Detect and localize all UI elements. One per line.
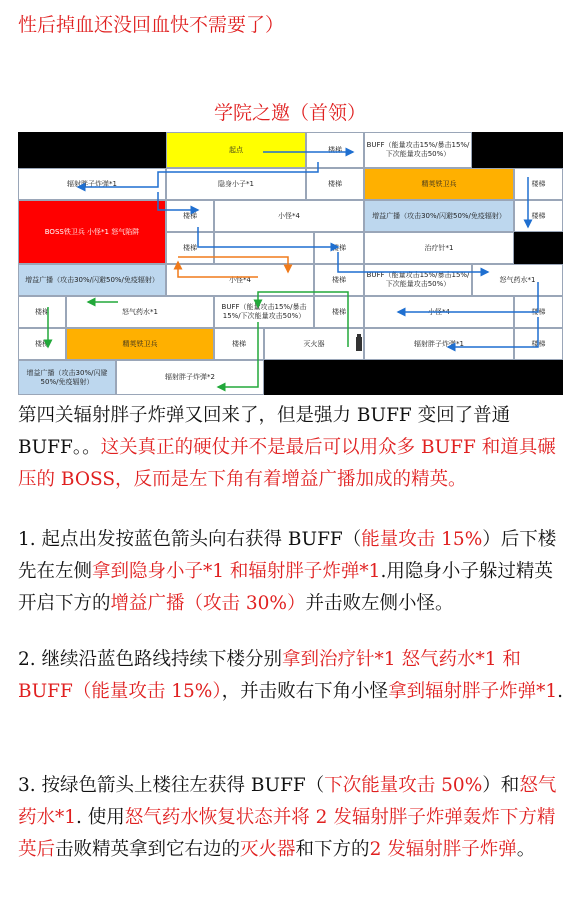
map-stairs: 楼梯 (314, 264, 364, 296)
para3-text: ，并击败右下角小怪 (221, 681, 389, 702)
para3-highlight: 拿到辐射胖子炸弹*1 (388, 681, 558, 702)
para1-text: 第四关辐射胖子炸弹又回来了，但是强力 BUFF 变回了普通 BUFF。。 (18, 405, 511, 458)
para4-text: . 使用 (76, 807, 125, 828)
map-rage-potion: 怒气药水*1 (66, 296, 214, 328)
map-rage-potion: 怒气药水*1 (472, 264, 563, 296)
map-boost-broadcast: 增益广播（攻击30%/闪避50%/免疫辐射） (18, 264, 166, 296)
route-arrows (18, 132, 563, 395)
para1-highlight: 这关真正的硬仗并不是最后可以用众多 BUFF 和道具碾压的 BOSS，反而是左下角有着增益广播加成的精英。 (18, 437, 556, 490)
map-stairs: 楼梯 (514, 200, 563, 232)
para4-text: 击败精英拿到它右边的 (55, 839, 241, 860)
para3-highlight: 拿到治疗针*1 怒气药水*1 和 BUFF（能量攻击 15%） (18, 649, 521, 702)
para2-text: ）后下楼先在左侧 (18, 529, 557, 582)
map-stairs: 楼梯 (18, 328, 66, 360)
para4-highlight: 2 发辐射胖子炸弹 (369, 839, 517, 860)
map-stairs: 楼梯 (514, 328, 563, 360)
level-map (18, 132, 563, 395)
para3-text: 2. 继续沿蓝色路线持续下楼分别 (18, 649, 283, 670)
top-text-line: 性后掉血还没回血快不需要了） (18, 14, 285, 36)
map-radiation-bomb-2: 辐射胖子炸弹*2 (116, 360, 264, 395)
map-radiation-bomb: 辐射胖子炸弹*1 (364, 328, 514, 360)
map-title: 学院之邀（首领） (213, 102, 366, 124)
para4-highlight: 怒气药水恢复状态并将 2 发辐射胖子炸弹轰炸下方精英后 (18, 807, 556, 860)
map-elite: 精英铁卫兵 (66, 328, 214, 360)
map-stairs: 楼梯 (18, 296, 66, 328)
para2-text: 1. 起点出发按蓝色箭头向右获得 BUFF（ (18, 529, 362, 550)
para4-text: 和下方的 (295, 839, 370, 860)
para2-text: .用隐身小子躲过精英开启下方的 (18, 561, 553, 614)
map-buff: BUFF（能量攻击15%/暴击15%/下次能量攻击50%） (364, 132, 472, 168)
map-stairs: 楼梯 (314, 296, 364, 328)
map-minion: 小怪*4 (166, 264, 314, 296)
map-buff: BUFF（能量攻击15%/暴击15%/下次能量攻击50%） (364, 264, 472, 296)
para4-text: 。 (516, 839, 536, 860)
para3-text: . (557, 681, 564, 702)
map-stairs: 楼梯 (306, 168, 364, 200)
map-stairs: 楼梯 (306, 132, 364, 168)
map-stairs: 楼梯 (166, 200, 214, 232)
map-stairs: 楼梯 (514, 296, 563, 328)
map-boss: BOSS铁卫兵 小怪*1 怒气陷阱 (18, 200, 166, 264)
map-buff: BUFF（能量攻击15%/暴击15%/下次能量攻击50%） (214, 296, 314, 328)
map-stairs: 楼梯 (166, 232, 214, 264)
map-extinguisher: 灭火器 (264, 328, 364, 360)
map-elite: 精英铁卫兵 (364, 168, 514, 200)
map-stealth-kid: 隐身小子*1 (166, 168, 306, 200)
para4-text: ）和 (482, 775, 520, 796)
para4-text: 3. 按绿色箭头上楼往左获得 BUFF（ (18, 775, 325, 796)
para4-highlight: 怒气药水*1 (18, 775, 557, 828)
map-minion: 小怪*4 (364, 296, 514, 328)
map-stairs: 楼梯 (214, 328, 264, 360)
map-stairs: 楼梯 (314, 232, 364, 264)
para2-highlight: 能量攻击 15% (361, 529, 483, 550)
para2-highlight: 增益广播（攻击 30%） (110, 593, 306, 614)
map-stairs: 楼梯 (514, 168, 563, 200)
para4-highlight: 下次能量攻击 50% (324, 775, 483, 796)
para2-highlight: 拿到隐身小子*1 和辐射胖子炸弹*1 (92, 561, 381, 582)
map-boost-broadcast: 增益广播（攻击30%/闪避50%/免疫辐射） (18, 360, 116, 395)
map-boost-broadcast: 增益广播（攻击30%/闪避50%/免疫辐射） (364, 200, 514, 232)
para4-highlight: 灭火器 (240, 839, 296, 860)
map-start: 起点 (166, 132, 306, 168)
map-heal-needle: 治疗针*1 (364, 232, 514, 264)
map-minion: 小怪*4 (214, 200, 364, 232)
map-radiation-bomb: 辐射胖子炸弹*1 (18, 168, 166, 200)
para2-text: 并击败左侧小怪。 (305, 593, 454, 614)
